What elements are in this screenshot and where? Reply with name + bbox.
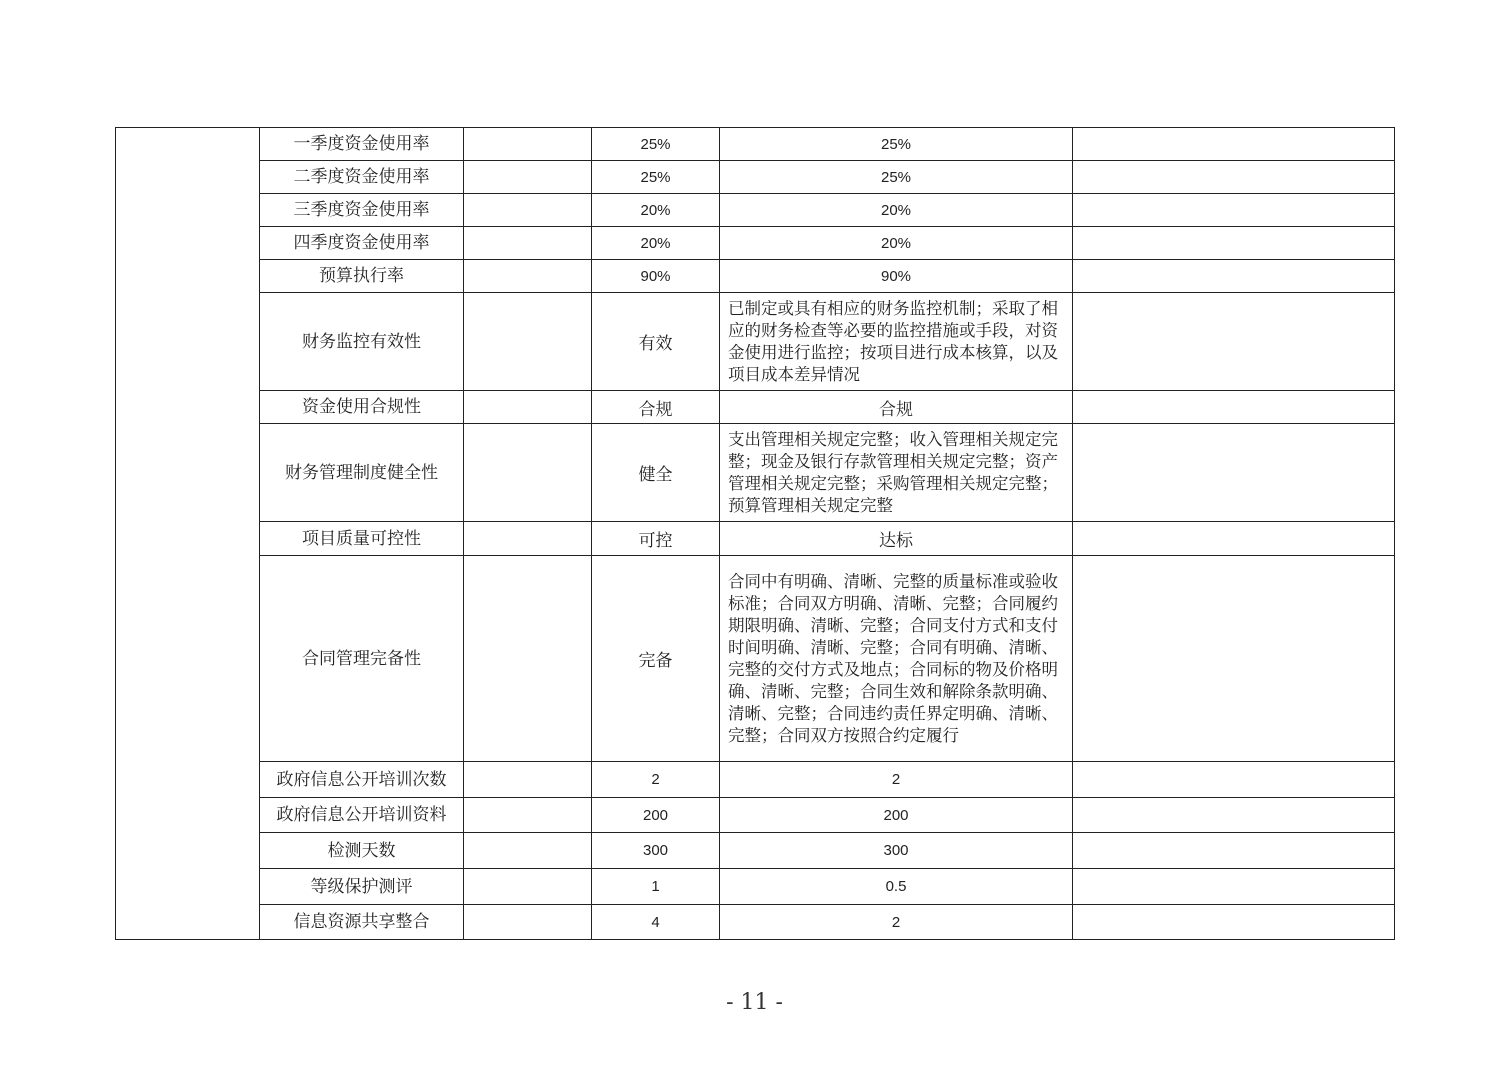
- actual-value: 0.5: [720, 869, 1073, 905]
- indicator-name: 合同管理完备性: [260, 556, 464, 762]
- blank-cell: [464, 905, 592, 940]
- table-row: [116, 424, 1395, 522]
- blank-cell: [464, 128, 592, 161]
- target-value: 2: [592, 762, 720, 798]
- table-row: [116, 556, 1395, 762]
- note-cell: [1073, 798, 1395, 833]
- note-cell: [1073, 128, 1395, 161]
- indicator-name: 项目质量可控性: [260, 522, 464, 556]
- target-value: 有效: [592, 293, 720, 391]
- note-cell: [1073, 424, 1395, 522]
- blank-cell: [464, 869, 592, 905]
- note-cell: [1073, 194, 1395, 227]
- table-row: [116, 391, 1395, 424]
- actual-value: 20%: [720, 194, 1073, 227]
- blank-cell: [464, 424, 592, 522]
- indicator-name: 二季度资金使用率: [260, 161, 464, 194]
- actual-value: 合规: [720, 391, 1073, 424]
- actual-description: 合同中有明确、清晰、完整的质量标准或验收标准；合同双方明确、清晰、完整；合同履约期限明确、清晰、完整；合同支付方式和支付时间明确、清晰、完整；合同有明确、清晰、完整的交付方式及地点；合同标的物及价格明确、清晰、完整；合同生效和解除条款明确、清晰、完整；合同违约责任界定明确、清晰、完整；合同双方按照合约定履行: [720, 556, 1073, 762]
- actual-value: 达标: [720, 522, 1073, 556]
- target-value: 4: [592, 905, 720, 940]
- actual-value: 90%: [720, 260, 1073, 293]
- blank-cell: [464, 522, 592, 556]
- table-row: [116, 260, 1395, 293]
- page-number: - 11 -: [726, 990, 783, 1015]
- indicator-name: 信息资源共享整合: [260, 905, 464, 940]
- actual-value: 25%: [720, 161, 1073, 194]
- indicator-name: 预算执行率: [260, 260, 464, 293]
- target-value: 25%: [592, 128, 720, 161]
- table-row: [116, 227, 1395, 260]
- note-cell: [1073, 227, 1395, 260]
- target-value: 25%: [592, 161, 720, 194]
- blank-cell: [464, 194, 592, 227]
- indicator-name: 检测天数: [260, 833, 464, 869]
- category-cell: [116, 128, 260, 940]
- note-cell: [1073, 762, 1395, 798]
- note-cell: [1073, 161, 1395, 194]
- table-row: [116, 833, 1395, 869]
- note-cell: [1073, 522, 1395, 556]
- note-cell: [1073, 260, 1395, 293]
- table-row: [116, 762, 1395, 798]
- target-value: 200: [592, 798, 720, 833]
- indicator-name: 资金使用合规性: [260, 391, 464, 424]
- indicator-name: 政府信息公开培训资料: [260, 798, 464, 833]
- note-cell: [1073, 556, 1395, 762]
- table-row: [116, 522, 1395, 556]
- indicator-name: 财务管理制度健全性: [260, 424, 464, 522]
- blank-cell: [464, 227, 592, 260]
- note-cell: [1073, 833, 1395, 869]
- blank-cell: [464, 798, 592, 833]
- table-row: [116, 293, 1395, 391]
- target-value: 1: [592, 869, 720, 905]
- table-row: [116, 905, 1395, 940]
- blank-cell: [464, 762, 592, 798]
- actual-description: 支出管理相关规定完整；收入管理相关规定完整；现金及银行存款管理相关规定完整；资产管理相关规定完整；采购管理相关规定完整；预算管理相关规定完整: [720, 424, 1073, 522]
- blank-cell: [464, 391, 592, 424]
- note-cell: [1073, 293, 1395, 391]
- target-value: 90%: [592, 260, 720, 293]
- indicator-name: 一季度资金使用率: [260, 128, 464, 161]
- target-value: 300: [592, 833, 720, 869]
- target-value: 合规: [592, 391, 720, 424]
- actual-value: 2: [720, 905, 1073, 940]
- blank-cell: [464, 161, 592, 194]
- target-value: 完备: [592, 556, 720, 762]
- actual-value: 2: [720, 762, 1073, 798]
- note-cell: [1073, 869, 1395, 905]
- blank-cell: [464, 833, 592, 869]
- blank-cell: [464, 293, 592, 391]
- target-value: 20%: [592, 194, 720, 227]
- target-value: 20%: [592, 227, 720, 260]
- table-row: [116, 128, 1395, 161]
- indicator-name: 等级保护测评: [260, 869, 464, 905]
- actual-description: 已制定或具有相应的财务监控机制；采取了相应的财务检查等必要的监控措施或手段，对资金使用进行监控；按项目进行成本核算，以及项目成本差异情况: [720, 293, 1073, 391]
- performance-indicator-table: [115, 127, 1395, 940]
- table-row: [116, 161, 1395, 194]
- actual-value: 300: [720, 833, 1073, 869]
- blank-cell: [464, 260, 592, 293]
- indicator-name: 财务监控有效性: [260, 293, 464, 391]
- table-row: [116, 194, 1395, 227]
- table-row: [116, 798, 1395, 833]
- table-row: [116, 869, 1395, 905]
- note-cell: [1073, 391, 1395, 424]
- actual-value: 20%: [720, 227, 1073, 260]
- actual-value: 25%: [720, 128, 1073, 161]
- indicator-name: 四季度资金使用率: [260, 227, 464, 260]
- indicator-name: 政府信息公开培训次数: [260, 762, 464, 798]
- note-cell: [1073, 905, 1395, 940]
- target-value: 健全: [592, 424, 720, 522]
- blank-cell: [464, 556, 592, 762]
- actual-value: 200: [720, 798, 1073, 833]
- target-value: 可控: [592, 522, 720, 556]
- indicator-name: 三季度资金使用率: [260, 194, 464, 227]
